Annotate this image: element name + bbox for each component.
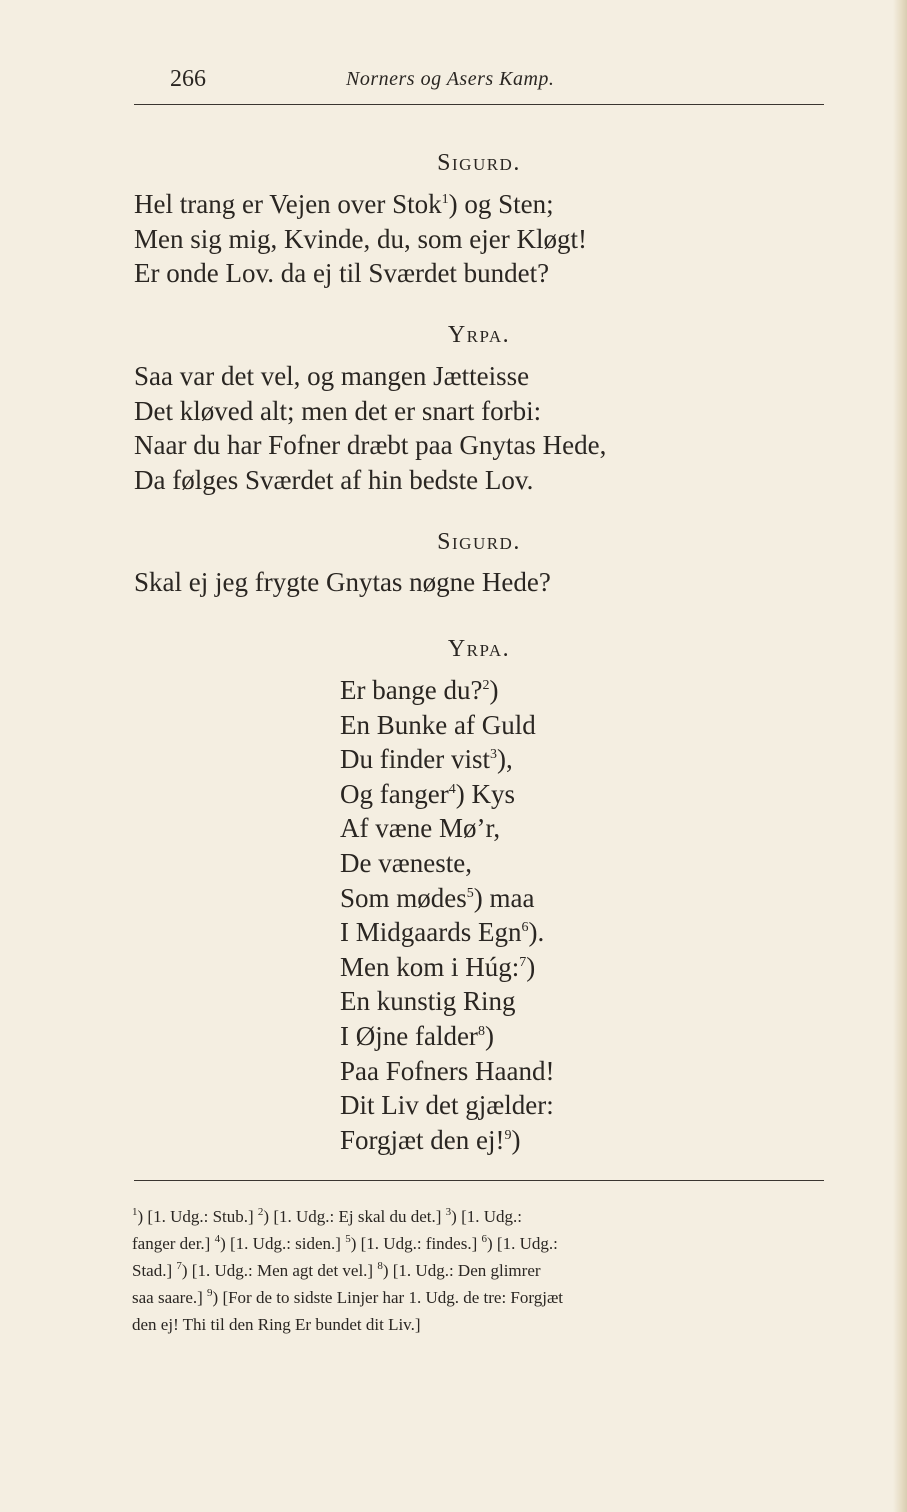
- footnote-marker[interactable]: 9: [504, 1127, 512, 1143]
- verse-block: [340, 673, 554, 1157]
- verse-line: Da følges Sværdet af hin bedste Lov.: [134, 464, 534, 495]
- footnote-marker[interactable]: 4: [448, 781, 456, 797]
- footnote-line: Stad.] $^7$) [1. Udg.: Men agt det vel.] $^8$) [1. Udg.: Den glimrer: [132, 1260, 541, 1280]
- verse-line: En Bunke af Guld: [340, 709, 536, 740]
- verse-line: Er bange du?$^2$): [340, 675, 499, 705]
- verse-line: Naar du har Fofner dræbt paa Gnytas Hede,: [134, 430, 607, 460]
- speaker-heading: Sigurd.: [437, 150, 521, 176]
- verse-block: [134, 359, 606, 497]
- verse-line: Du finder vist$^3$),: [340, 744, 513, 775]
- footnote-line: den ej! Thi til den Ring Er bundet dit Liv.]: [132, 1315, 421, 1334]
- footnote-marker[interactable]: 7: [519, 954, 527, 970]
- footnotes: [132, 1203, 824, 1338]
- verse-line: Er onde Lov. da ej til Sværdet bundet?: [134, 258, 550, 288]
- verse-line: Af væne Mø’r,: [340, 813, 501, 844]
- verse-line: Men kom i Húg:$^7$): [340, 951, 536, 982]
- verse-line: En kunstig Ring: [340, 986, 516, 1017]
- speaker-heading: Sigurd.: [437, 529, 521, 555]
- verse-line: Det kløved alt; men det er snart forbi:: [134, 395, 542, 426]
- footnote-marker[interactable]: 3: [489, 747, 497, 763]
- verse-line: Dit Liv det gjælder:: [340, 1090, 554, 1121]
- verse-line: Paa Fofners Haand!: [340, 1055, 555, 1086]
- verse-line: De væneste,: [340, 847, 472, 878]
- header-rule: [134, 104, 824, 105]
- footnote-marker[interactable]: 6: [521, 920, 529, 936]
- footnote-marker[interactable]: 5: [466, 885, 474, 901]
- verse-line: Skal ej jeg frygte Gnytas nøgne Hede?: [134, 567, 551, 597]
- page-number: 266: [170, 66, 206, 92]
- verse-line: Hel trang er Vejen over Stok$^1$) og Sten;: [134, 189, 554, 219]
- page-header: [134, 60, 824, 100]
- verse-line: Og fanger$^4$) Kys: [340, 778, 515, 809]
- speaker-heading: Yrpa.: [447, 636, 511, 662]
- verse-line: I Midgaards Egn$^6$).: [340, 917, 545, 948]
- verse-block: [134, 565, 551, 600]
- verse-line: I Øjne falder$^8$): [340, 1020, 494, 1051]
- page-edge-shadow: [893, 0, 907, 1512]
- verse-line: Saa var det vel, og mangen Jætteisse: [134, 361, 530, 391]
- footnote-line: fanger der.] $^4$) [1. Udg.: siden.] $^5$) [1. Udg.: findes.] $^6$) [1. Udg.:: [132, 1233, 558, 1253]
- verse-block: [134, 187, 587, 291]
- footnote-line: $^1$) [1. Udg.: Stub.] $^2$) [1. Udg.: Ej skal du det.] $^3$) [1. Udg.:: [132, 1206, 522, 1226]
- footnote-marker[interactable]: 1: [441, 192, 449, 207]
- footnote-marker[interactable]: 2: [482, 678, 490, 693]
- footnote-rule: [134, 1180, 824, 1181]
- verse-line: Forgjæt den ej!$^9$): [340, 1124, 521, 1155]
- verse-line: Som mødes$^5$) maa: [340, 882, 535, 913]
- running-title: Norners og Asers Kamp.: [346, 68, 555, 90]
- footnote-marker[interactable]: 8: [477, 1023, 485, 1039]
- speaker-heading: Yrpa.: [447, 322, 511, 348]
- verse-line: Men sig mig, Kvinde, du, som ejer Kløgt!: [134, 223, 587, 254]
- footnote-line: saa saare.] $^9$) [For de to sidste Linjer har 1. Udg. de tre: Forgjæt: [132, 1287, 564, 1307]
